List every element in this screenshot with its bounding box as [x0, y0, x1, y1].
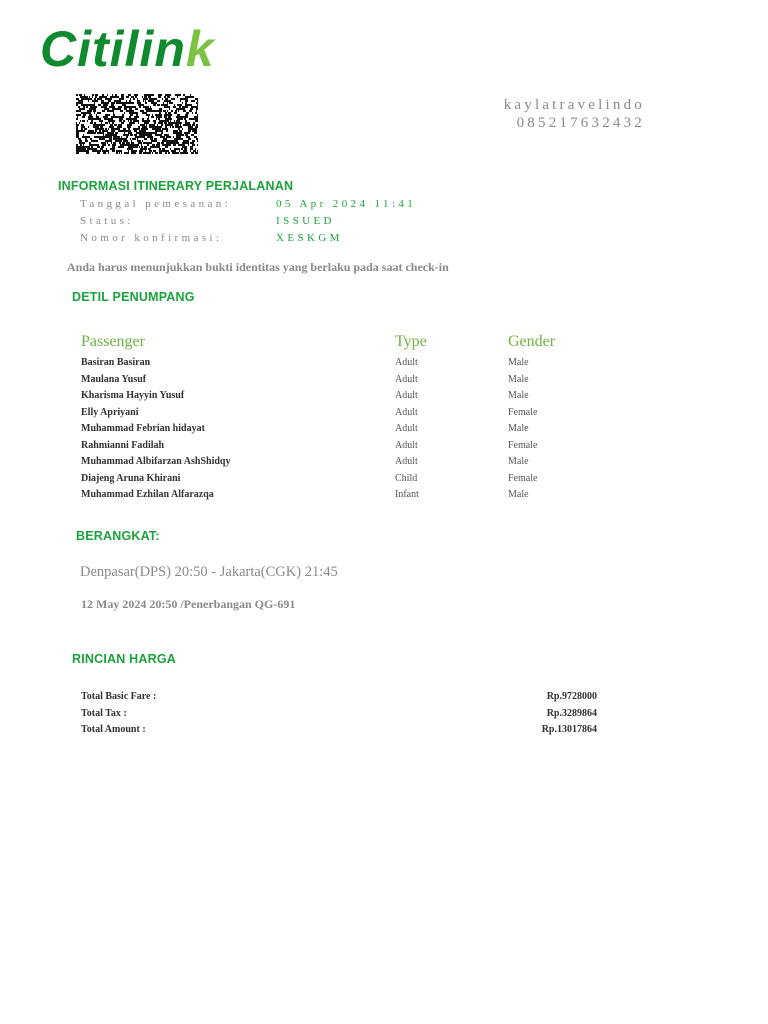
pricing-table [0, 691, 620, 741]
agent-phone: 085217632432 [516, 115, 645, 131]
passenger-gender: Male [508, 489, 529, 500]
passenger-gender: Male [508, 373, 529, 385]
id-notice: Anda harus menunjukkan bukti identitas yang berlaku pada saat check-in [67, 260, 449, 274]
table-row [0, 374, 600, 390]
flight-info: 12 May 2024 20:50 /Penerbangan QG-691 [81, 597, 296, 611]
price-label: Total Tax : [81, 707, 127, 719]
status-row [80, 215, 580, 232]
table-row [0, 489, 600, 505]
passenger-gender: Male [508, 456, 529, 467]
passenger-name: Basiran Basiran [81, 357, 151, 368]
passenger-name: Rahmianni Fadilah [81, 439, 165, 451]
gender-column-header: Gender [508, 333, 556, 350]
logo-main: Citilin [40, 21, 186, 77]
passenger-gender: Female [508, 472, 538, 484]
table-row [0, 357, 600, 373]
passenger-gender: Female [508, 439, 538, 451]
passenger-name: Muhammad Febrian hidayat [81, 423, 205, 434]
passenger-type: Adult [395, 373, 418, 385]
table-row [0, 407, 600, 423]
passenger-type: Adult [395, 439, 418, 451]
booking-date-label: Tanggal pemesanan: [80, 198, 232, 210]
itinerary-details [80, 198, 580, 249]
passenger-type: Adult [395, 423, 418, 434]
passenger-name: Maulana Yusuf [81, 373, 147, 385]
passenger-gender: Female [508, 406, 538, 418]
passenger-gender: Male [508, 423, 529, 434]
confirmation-value: XESKGM [276, 232, 343, 244]
table-row [0, 473, 600, 489]
agent-name: kaylatravelindo [503, 97, 645, 113]
passenger-type: Adult [395, 456, 418, 467]
passenger-name: Muhammad Ezhilan Alfarazqa [81, 489, 214, 500]
flight-route: Denpasar(DPS) 20:50 - Jakarta(CGK) 21:45 [80, 564, 338, 580]
passenger-type: Adult [395, 390, 418, 401]
price-value: Rp.9728000 [546, 691, 597, 702]
passenger-name: Elly Apriyani [81, 406, 139, 418]
table-row [0, 423, 600, 439]
price-label: Total Basic Fare : [81, 691, 157, 702]
pricing-title: RINCIAN HARGA [72, 652, 176, 666]
passenger-type: Adult [395, 357, 418, 368]
price-value: Rp.3289864 [546, 707, 597, 719]
citilink-logo [40, 21, 215, 77]
price-value: Rp.13017864 [541, 724, 597, 735]
passenger-type: Infant [395, 489, 419, 500]
booking-date-row [80, 198, 580, 215]
barcode-image [76, 94, 198, 154]
passenger-section-title: DETIL PENUMPANG [72, 290, 195, 304]
passenger-gender: Male [508, 390, 529, 401]
status-value: ISSUED [276, 215, 335, 227]
price-row-basic-fare [0, 691, 620, 707]
price-label: Total Amount : [81, 724, 146, 735]
table-row [0, 440, 600, 456]
passenger-type: Adult [395, 406, 418, 418]
price-row-total [0, 724, 620, 740]
passenger-table [0, 357, 620, 507]
passenger-name: Kharisma Hayyin Yusuf [81, 390, 185, 401]
logo-accent: k [185, 21, 215, 77]
agent-info [504, 96, 645, 132]
confirmation-row [80, 232, 580, 249]
itinerary-title: INFORMASI ITINERARY PERJALANAN [58, 179, 294, 193]
booking-date-value: 05 Apr 2024 11:41 [276, 198, 417, 210]
type-column-header: Type [395, 333, 427, 350]
passenger-gender: Male [508, 357, 529, 368]
status-label: Status: [80, 215, 134, 227]
price-row-tax [0, 708, 620, 724]
passenger-name: Diajeng Aruna Khirani [81, 472, 181, 484]
confirmation-label: Nomor konfirmasi: [80, 232, 223, 244]
passenger-type: Child [395, 472, 418, 484]
table-row [0, 390, 600, 406]
departure-title: BERANGKAT: [76, 529, 160, 543]
passenger-column-header: Passenger [81, 333, 145, 350]
table-row [0, 456, 600, 472]
passenger-name: Muhammad Albifarzan AshShidqy [81, 456, 231, 467]
